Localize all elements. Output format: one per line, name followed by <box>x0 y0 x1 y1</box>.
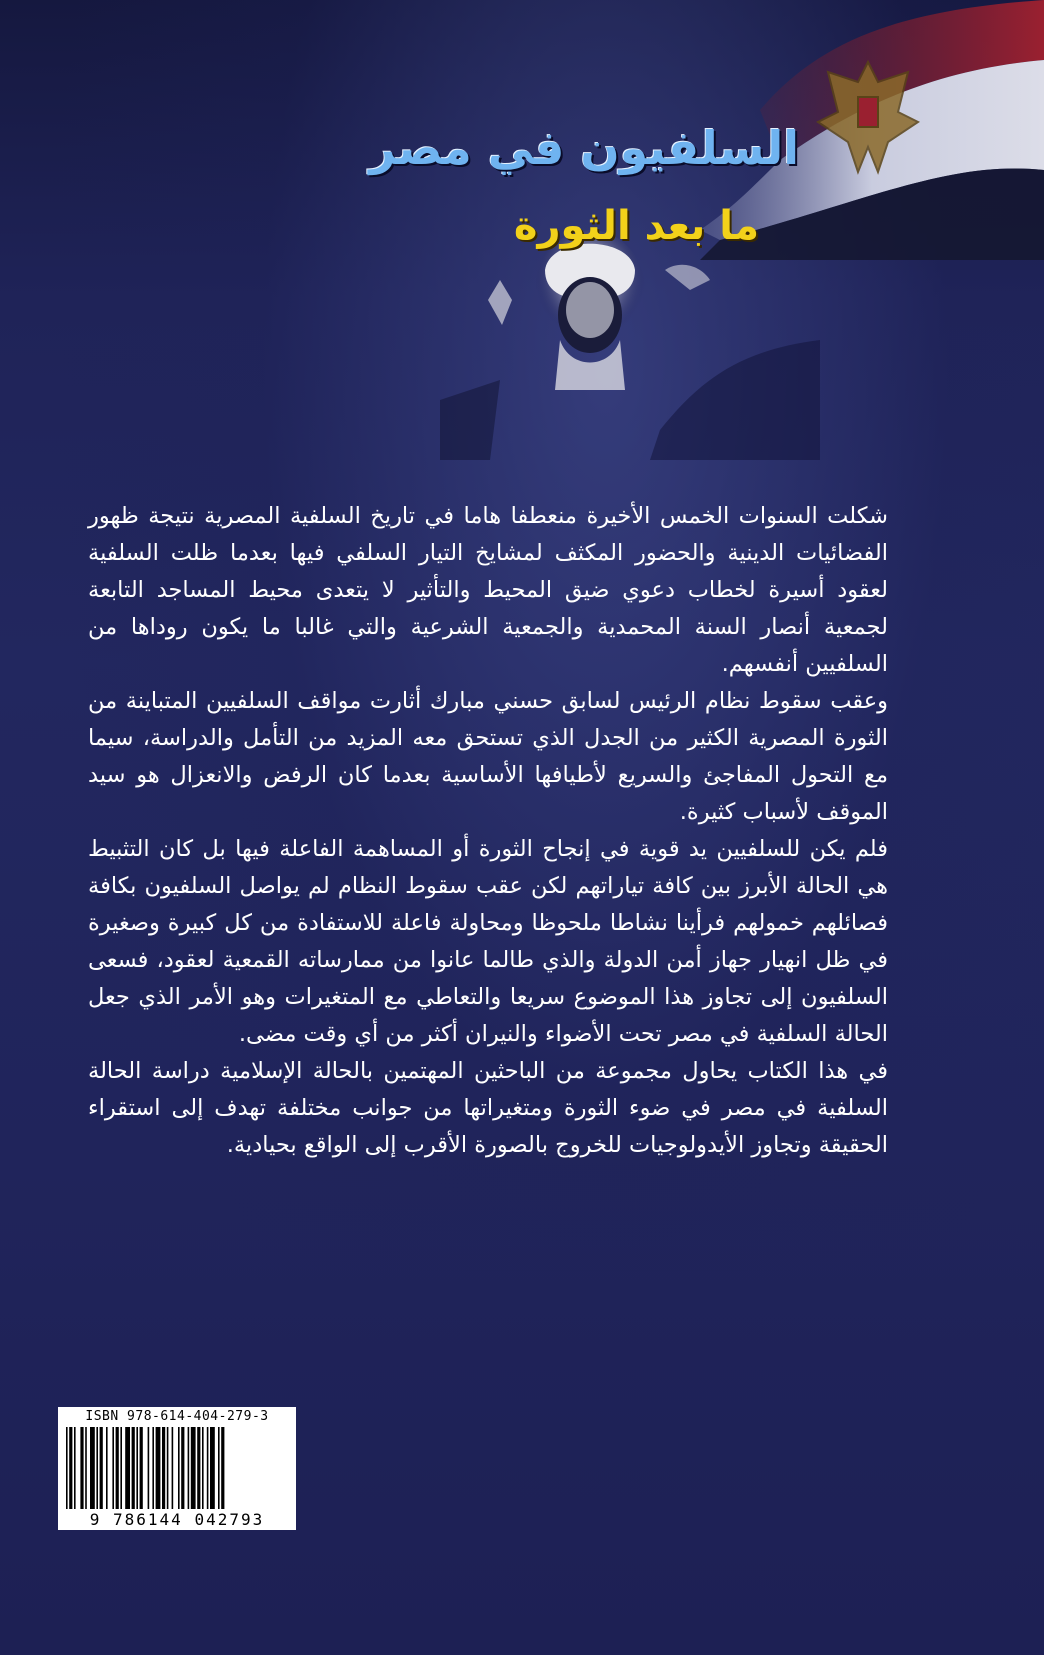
blurb-paragraph: وعقب سقوط نظام الرئيس لسابق حسني مبارك أثارت مواقف السلفيين المتباينة من الثورة المصرية الكثير من الجدل الذي تستحق معه المزيد من التأمل والدراسة، سيما مع التحول المفاجئ والسريع لأطيافها الأساسية بعدما كان الرفض والانعزال هو سيد الموقف لأسباب كثيرة. <box>88 688 888 825</box>
blurb-paragraph: في هذا الكتاب يحاول مجموعة من الباحثين المهتمين بالحالة الإسلامية دراسة الحالة السلفية في مصر في ضوء الثورة ومتغيراتها من جوانب مختلفة تهدف إلى استقراء الحقيقة وتجاوز الأيدولوجيات للخروج بالصورة الأقرب إلى الواقع بحيادية. <box>88 1058 888 1158</box>
sheikh-silhouette-photo <box>440 230 820 460</box>
book-subtitle: ما بعد الثورة <box>513 203 759 249</box>
book-title: السلفيون في مصر <box>369 121 799 175</box>
barcode-bars <box>64 1427 290 1509</box>
back-cover-blurb <box>88 498 888 1164</box>
barcode-digits: 9 786144 042793 <box>89 1510 265 1529</box>
blurb-paragraph: شكلت السنوات الخمس الأخيرة منعطفا هاما في تاريخ السلفية المصرية نتيجة ظهور الفضائيات الدينية والحضور المكثف لمشايخ التيار السلفي فيها بعدما ظلت السلفية لعقود أسيرة لخطاب دعوي ضيق المحيط والتأثير لا يتعدى محيط المساجد التابعة لجمعية أنصار السنة المحمدية والجمعية الشرعية والتي غالبا ما يكون روداها من السلفيين أنفسهم. <box>88 503 888 677</box>
isbn-barcode <box>58 1407 296 1530</box>
blurb-paragraph: فلم يكن للسلفيين يد قوية في إنجاح الثورة أو المساهمة الفاعلة فيها بل كان التثبيط هي الحالة الأبرز بين كافة تياراتهم لكن عقب سقوط النظام لم يواصل السلفيون بكافة فصائلهم خمولهم فرأينا نشاطا ملحوظا ومحاولة فاعلة للاستفادة من كل كبيرة وصغيرة في ظل انهيار جهاز أمن الدولة والذي طالما عانوا من ممارساته القمعية لعقود، فسعى السلفيون إلى تجاوز هذا الموضوع سريعا والتعاطي مع المتغيرات وهو الأمر الذي جعل الحالة السلفية في مصر تحت الأضواء والنيران أكثر من أي وقت مضى. <box>88 836 888 1047</box>
isbn-label: ISBN 978-614-404-279-3 <box>85 1409 269 1424</box>
